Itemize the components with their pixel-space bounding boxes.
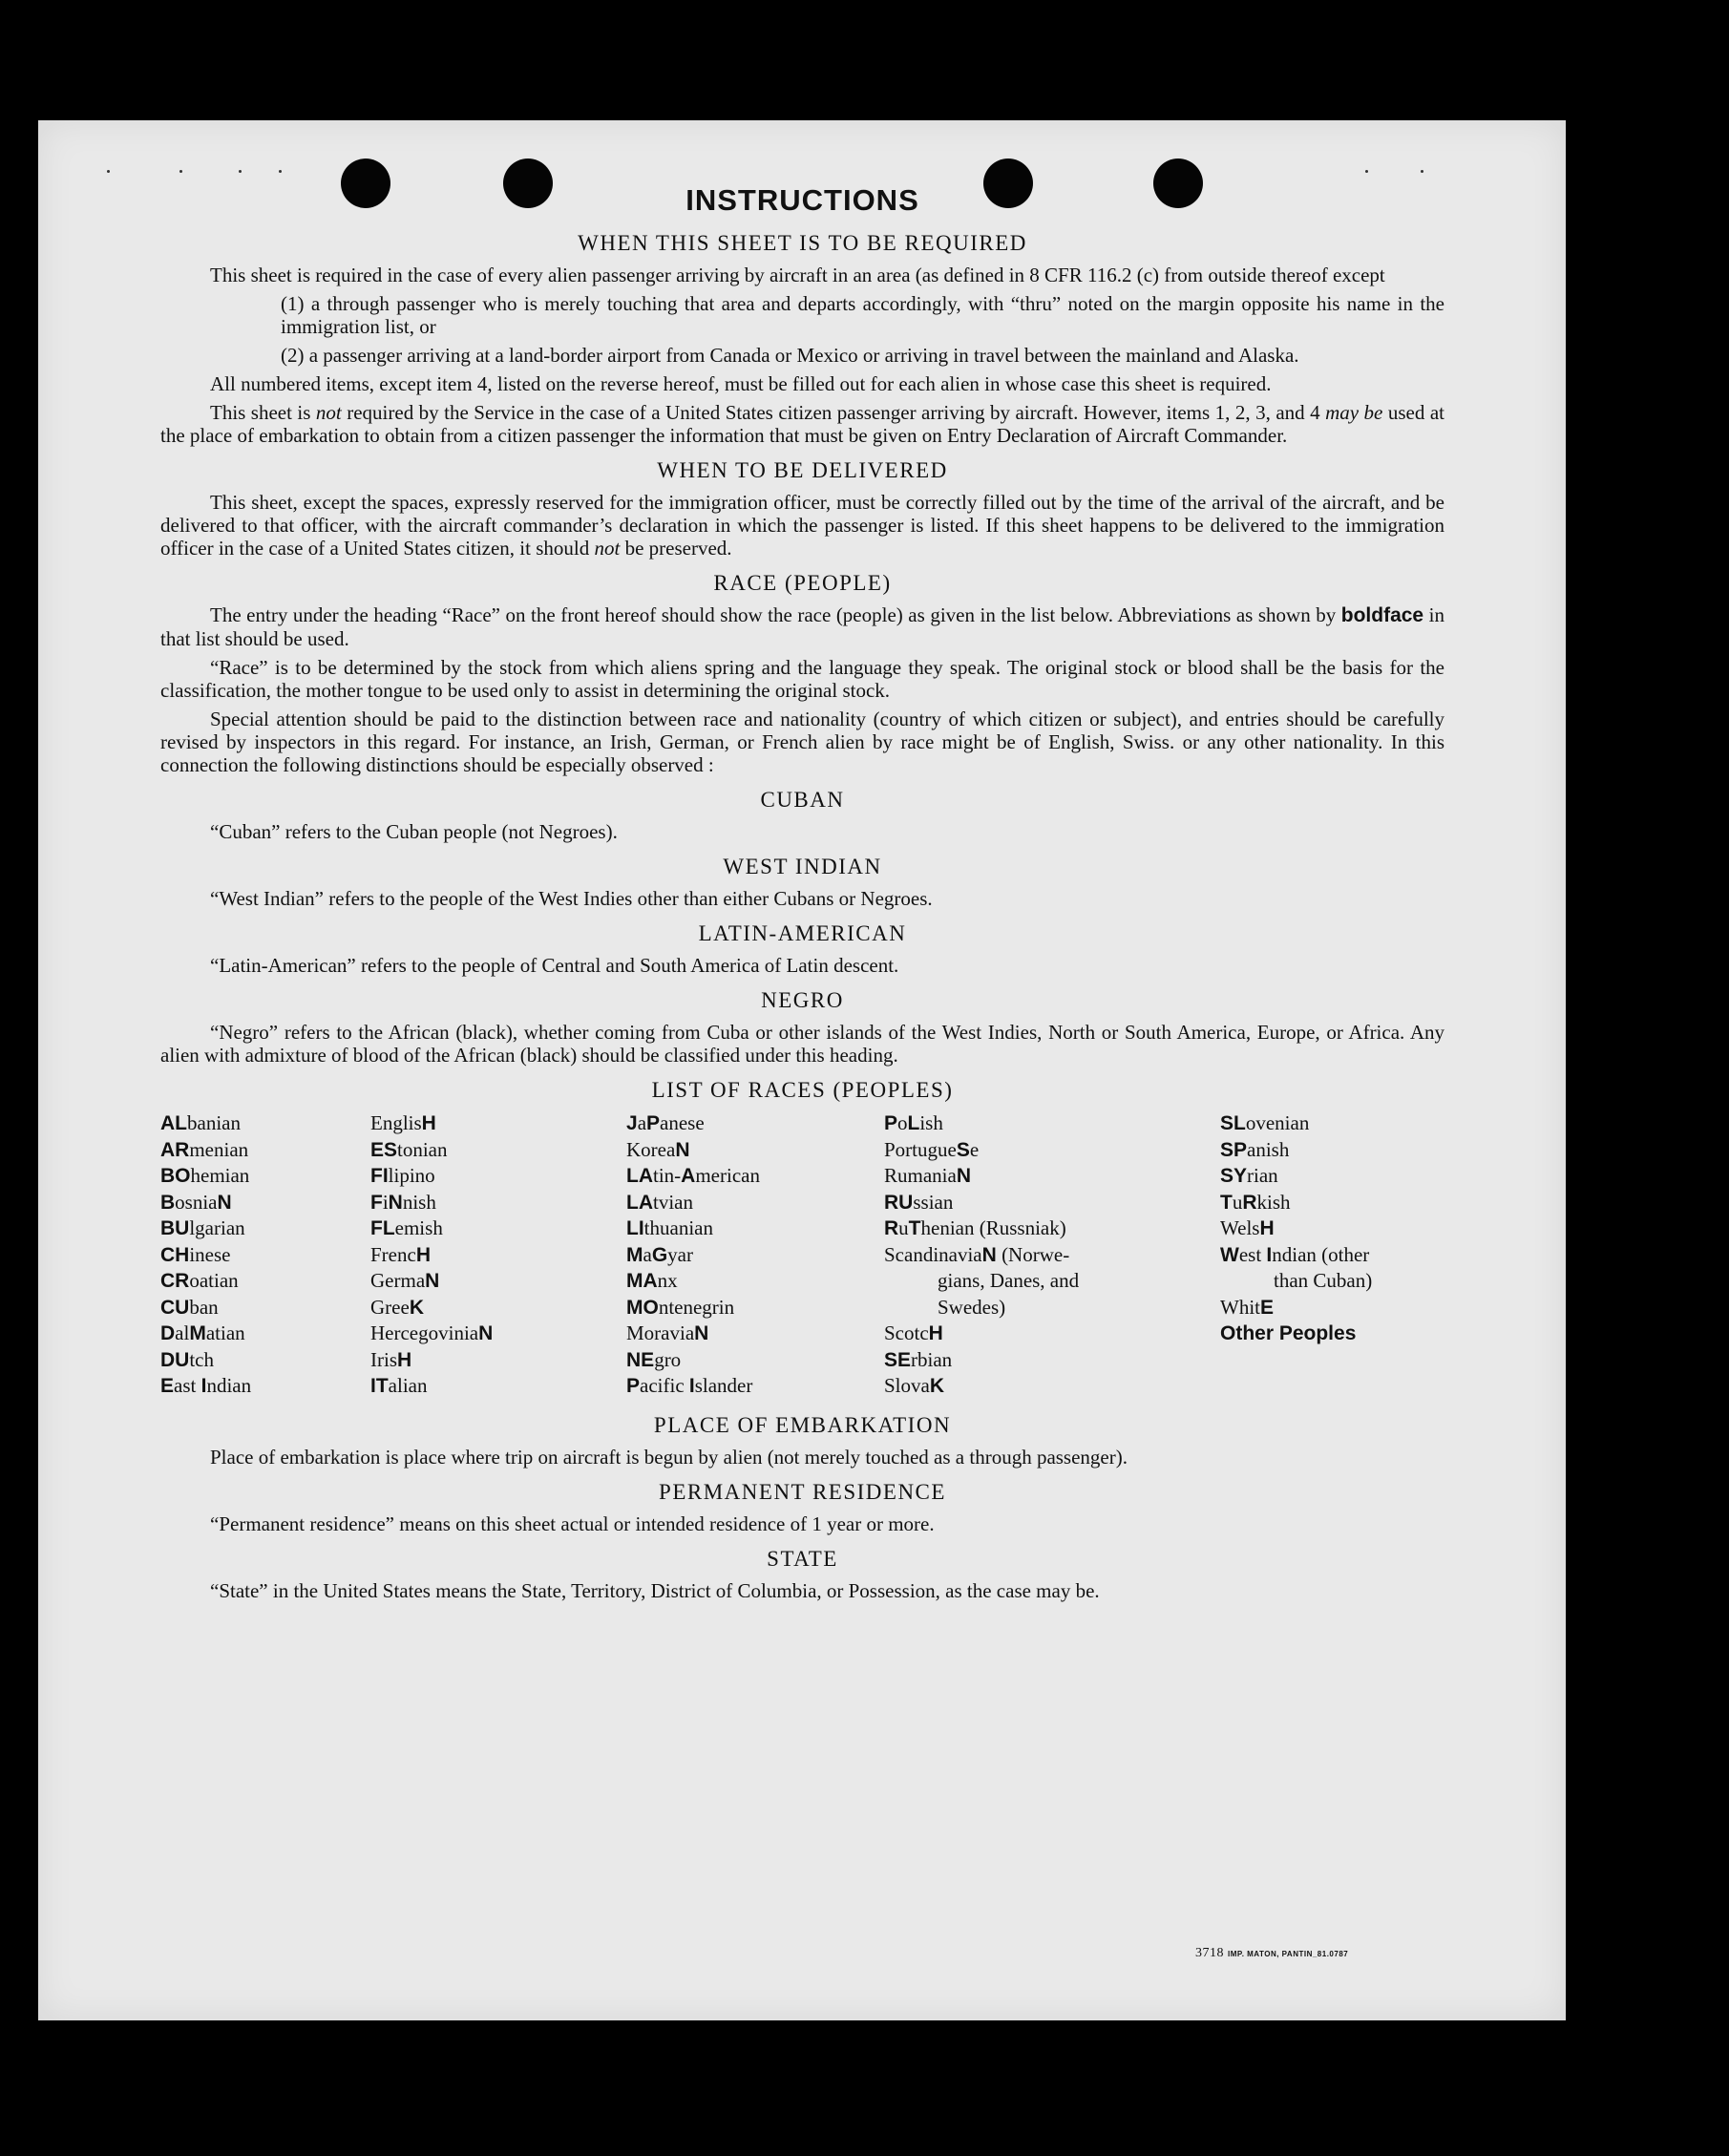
race-abbreviation: H bbox=[1259, 1217, 1275, 1239]
race-text: rbian bbox=[911, 1347, 953, 1371]
race-text: Moravia bbox=[626, 1321, 695, 1344]
paragraph: This sheet is required in the case of every alien passenger arriving by aircraft in an area (as defined in 8 CFR 116.2 (c) from outside thereof except bbox=[210, 264, 1385, 286]
paragraph: “Race” is to be determined by the stock from which aliens spring and the language they speak. The original stock or blood shall be the basis for the classification, the mother tongue to be used only to assist in determining the original stock. bbox=[160, 656, 1444, 702]
race-entry bbox=[1220, 1295, 1372, 1321]
race-text: Germa bbox=[370, 1269, 426, 1292]
race-abbreviation: MA bbox=[626, 1270, 658, 1292]
race-entry bbox=[370, 1215, 493, 1242]
race-entry bbox=[370, 1110, 493, 1137]
race-entry bbox=[884, 1190, 1079, 1216]
race-text: ssian bbox=[913, 1190, 954, 1214]
race-text: Iris bbox=[370, 1347, 397, 1371]
race-entry bbox=[1220, 1268, 1372, 1295]
race-entry bbox=[160, 1347, 251, 1374]
race-abbreviation: P bbox=[626, 1375, 641, 1397]
race-entry bbox=[884, 1137, 1079, 1164]
race-text: Hercegovinia bbox=[370, 1321, 479, 1344]
races-column-1 bbox=[160, 1110, 251, 1400]
race-text: slander bbox=[694, 1374, 753, 1397]
race-entry bbox=[160, 1295, 251, 1321]
race-abbreviation: G bbox=[651, 1243, 668, 1266]
race-abbreviation: N bbox=[388, 1191, 403, 1214]
race-entry bbox=[370, 1373, 493, 1400]
race-text: rian bbox=[1247, 1164, 1278, 1187]
race-abbreviation: SE bbox=[884, 1348, 912, 1371]
race-text: yar bbox=[667, 1242, 693, 1266]
race-abbreviation: R bbox=[1242, 1191, 1257, 1214]
speck bbox=[239, 170, 242, 173]
race-abbreviation: IT bbox=[370, 1375, 389, 1397]
race-text: u bbox=[898, 1216, 909, 1239]
race-abbreviation: W bbox=[1220, 1243, 1239, 1266]
race-abbreviation: AL bbox=[160, 1112, 187, 1134]
race-abbreviation: L bbox=[907, 1112, 920, 1134]
race-text: Gree bbox=[370, 1295, 410, 1319]
heading-embarkation: PLACE OF EMBARKATION bbox=[653, 1413, 952, 1437]
race-text: lgarian bbox=[189, 1216, 245, 1239]
race-entry bbox=[1220, 1110, 1372, 1137]
race-abbreviation: A bbox=[681, 1165, 696, 1187]
instructions-content bbox=[160, 178, 1444, 1608]
race-abbreviation: M bbox=[189, 1322, 206, 1344]
race-abbreviation: K bbox=[929, 1375, 945, 1397]
race-entry bbox=[370, 1137, 493, 1164]
race-text: e bbox=[969, 1137, 980, 1161]
heading-permanent-residence: PERMANENT RESIDENCE bbox=[659, 1480, 946, 1504]
race-abbreviation: T bbox=[908, 1217, 921, 1239]
race-abbreviation: CH bbox=[160, 1243, 190, 1266]
race-abbreviation: MO bbox=[626, 1296, 659, 1319]
race-text: ish bbox=[919, 1111, 943, 1134]
heading-cuban: CUBAN bbox=[760, 788, 845, 812]
heading-when-delivered: WHEN TO BE DELIVERED bbox=[657, 458, 948, 482]
race-entry bbox=[626, 1163, 760, 1190]
race-entry bbox=[626, 1347, 760, 1374]
race-abbreviation: NE bbox=[626, 1348, 655, 1371]
race-abbreviation: LA bbox=[626, 1191, 653, 1214]
races-column-5 bbox=[1220, 1110, 1372, 1347]
race-text: a bbox=[637, 1111, 647, 1134]
race-abbreviation: H bbox=[397, 1348, 412, 1371]
race-text: acific bbox=[640, 1374, 689, 1397]
race-text: ast bbox=[174, 1374, 201, 1397]
race-text: Korea bbox=[626, 1137, 676, 1161]
race-text: gro bbox=[654, 1347, 682, 1371]
race-abbreviation: H bbox=[415, 1243, 431, 1266]
race-text: Portugue bbox=[884, 1137, 957, 1161]
race-text: tonian bbox=[397, 1137, 448, 1161]
speck bbox=[107, 170, 110, 173]
race-text: kish bbox=[1256, 1190, 1291, 1214]
race-entry bbox=[160, 1163, 251, 1190]
race-text: Frenc bbox=[370, 1242, 416, 1266]
paragraph: All numbered items, except item 4, listed on the reverse hereof, must be filled out for each alien in whose case this sheet is required. bbox=[210, 372, 1272, 395]
race-entry bbox=[626, 1137, 760, 1164]
race-text: a bbox=[643, 1242, 652, 1266]
race-entry bbox=[370, 1321, 493, 1347]
heading-latin-american: LATIN-AMERICAN bbox=[698, 921, 907, 945]
race-text: osnia bbox=[175, 1190, 218, 1214]
race-abbreviation: CU bbox=[160, 1296, 190, 1319]
race-abbreviation: N bbox=[425, 1270, 440, 1292]
race-entry bbox=[370, 1268, 493, 1295]
race-text: ntenegrin bbox=[658, 1295, 735, 1319]
heading-when-required: WHEN THIS SHEET IS TO BE REQUIRED bbox=[578, 231, 1027, 255]
race-abbreviation: BO bbox=[160, 1165, 191, 1187]
race-entry bbox=[370, 1190, 493, 1216]
race-abbreviation: SP bbox=[1220, 1138, 1248, 1161]
race-entry bbox=[626, 1268, 760, 1295]
printer-imprint bbox=[1195, 1946, 1348, 1961]
race-text: merican bbox=[695, 1164, 760, 1187]
paragraph: “State” in the United States means the State, Territory, District of Columbia, or Possession, as the case may be. bbox=[210, 1579, 1100, 1602]
race-abbreviation: H bbox=[421, 1112, 436, 1134]
race-entry bbox=[160, 1321, 251, 1347]
race-abbreviation: S bbox=[956, 1138, 970, 1161]
race-text: Scotc bbox=[884, 1321, 929, 1344]
race-text: o bbox=[897, 1111, 908, 1134]
exception-item-1: (1) a through passenger who is merely touching that area and departs accordingly, with “thru” noted on the margin opposite his name in the immigration list, or bbox=[281, 292, 1444, 338]
speck bbox=[179, 170, 182, 173]
race-entry bbox=[626, 1190, 760, 1216]
paragraph: This sheet, except the spaces, expressly reserved for the immigration officer, must be correctly filled out by the time of the arrival of the aircraft, and be delivered to that officer, with the aircraft commander’s declaration in which the passenger is listed. If this sheet happens to be delivered to the immigration officer in the case of a United States citizen, it should not be preserved. bbox=[160, 491, 1444, 560]
race-entry bbox=[160, 1215, 251, 1242]
race-entry bbox=[160, 1110, 251, 1137]
race-entry bbox=[626, 1215, 760, 1242]
heading-state: STATE bbox=[767, 1547, 838, 1571]
race-text: est bbox=[1238, 1242, 1267, 1266]
paragraph: “West Indian” refers to the people of the West Indies other than either Cubans or Negroes. bbox=[210, 887, 933, 910]
race-abbreviation: ES bbox=[370, 1138, 398, 1161]
race-abbreviation: AR bbox=[160, 1138, 190, 1161]
race-text: Wels bbox=[1220, 1216, 1260, 1239]
race-abbreviation: H bbox=[928, 1322, 943, 1344]
race-abbreviation: DU bbox=[160, 1348, 190, 1371]
race-abbreviation: LI bbox=[626, 1217, 644, 1239]
race-abbreviation: FI bbox=[370, 1165, 389, 1187]
race-text: Swedes) bbox=[938, 1295, 1006, 1319]
race-abbreviation: M bbox=[626, 1243, 643, 1266]
race-entry bbox=[1220, 1321, 1372, 1347]
race-abbreviation: D bbox=[160, 1322, 176, 1344]
race-entry bbox=[1220, 1215, 1372, 1242]
race-entry bbox=[626, 1373, 760, 1400]
race-text: alian bbox=[388, 1374, 428, 1397]
race-entry bbox=[626, 1110, 760, 1137]
race-text: banian bbox=[187, 1111, 241, 1134]
race-entry bbox=[884, 1242, 1079, 1269]
race-text: u bbox=[1232, 1190, 1243, 1214]
race-entry bbox=[1220, 1190, 1372, 1216]
race-abbreviation: P bbox=[884, 1112, 898, 1134]
page-title: INSTRUCTIONS bbox=[685, 183, 919, 217]
heading-negro: NEGRO bbox=[761, 988, 844, 1012]
paragraph: This sheet is not required by the Service in the case of a United States citizen passenger arriving by aircraft. However, items 1, 2, 3, and 4 may be used at the place of embarkation to obtain from a citizen passenger the information that must be given on Entry Declaration of Aircraft Commander. bbox=[160, 401, 1444, 447]
race-text: hemian bbox=[190, 1164, 250, 1187]
race-entry bbox=[884, 1268, 1079, 1295]
form-number: 3718 bbox=[1195, 1946, 1224, 1960]
race-abbreviation: E bbox=[1260, 1296, 1275, 1319]
race-text: menian bbox=[189, 1137, 249, 1161]
race-entry bbox=[160, 1137, 251, 1164]
race-abbreviation: T bbox=[1220, 1191, 1233, 1214]
paragraph: “Permanent residence” means on this sheet actual or intended residence of 1 year or more. bbox=[210, 1512, 935, 1535]
race-entry bbox=[626, 1321, 760, 1347]
race-entry bbox=[1220, 1137, 1372, 1164]
heading-list-of-races: LIST OF RACES (PEOPLES) bbox=[651, 1078, 954, 1102]
race-entry bbox=[370, 1347, 493, 1374]
race-abbreviation: I bbox=[200, 1375, 207, 1397]
race-text: tin- bbox=[653, 1164, 682, 1187]
paragraph: The entry under the heading “Race” on the front hereof should show the race (people) as given in the list below. Abbreviations as shown by boldface in that list should be used. bbox=[160, 603, 1444, 650]
race-abbreviation: CR bbox=[160, 1270, 190, 1292]
race-abbreviation: J bbox=[626, 1112, 638, 1134]
race-text: nish bbox=[402, 1190, 436, 1214]
race-abbreviation: I bbox=[1266, 1243, 1273, 1266]
race-entry bbox=[1220, 1242, 1372, 1269]
exception-item-2: (2) a passenger arriving at a land-border airport from Canada or Mexico or arriving in travel between the mainland and Alaska. bbox=[281, 344, 1299, 367]
paragraph: “Cuban” refers to the Cuban people (not Negroes). bbox=[210, 820, 618, 843]
race-abbreviation: B bbox=[160, 1191, 176, 1214]
paragraph: Place of embarkation is place where trip on aircraft is begun by alien (not merely touched as a through passenger). bbox=[210, 1446, 1128, 1469]
race-abbreviation: LA bbox=[626, 1165, 653, 1187]
race-text: i bbox=[382, 1190, 389, 1214]
race-entry bbox=[884, 1215, 1079, 1242]
race-text: ndian (other bbox=[1272, 1242, 1370, 1266]
race-text: Rumania bbox=[884, 1164, 957, 1187]
race-text: than Cuban) bbox=[1274, 1269, 1373, 1292]
race-text: atian bbox=[205, 1321, 245, 1344]
race-abbreviation: E bbox=[160, 1375, 175, 1397]
race-abbreviation: N bbox=[956, 1165, 971, 1187]
race-text: tch bbox=[189, 1347, 214, 1371]
heading-race: RACE (PEOPLE) bbox=[713, 571, 892, 595]
race-abbreviation: BU bbox=[160, 1217, 190, 1239]
race-abbreviation: N bbox=[478, 1322, 494, 1344]
race-text: ban bbox=[189, 1295, 219, 1319]
race-text: anese bbox=[660, 1111, 705, 1134]
race-abbreviation: SL bbox=[1220, 1112, 1246, 1134]
race-text: Slova bbox=[884, 1374, 930, 1397]
race-text: Whit bbox=[1220, 1295, 1260, 1319]
race-text: ovenian bbox=[1245, 1111, 1310, 1134]
race-abbreviation: I bbox=[688, 1375, 695, 1397]
race-text: henian (Russniak) bbox=[920, 1216, 1066, 1239]
race-abbreviation: N bbox=[675, 1138, 690, 1161]
race-entry bbox=[884, 1163, 1079, 1190]
race-text: thuanian bbox=[643, 1216, 713, 1239]
races-column-3 bbox=[626, 1110, 760, 1400]
speck bbox=[1365, 170, 1368, 173]
paragraph: “Negro” refers to the African (black), whether coming from Cuba or other islands of the West Indies, North or South America, Europe, or Africa. Any alien with admixture of blood of the African (black) should be classified under this heading. bbox=[160, 1021, 1444, 1067]
race-text: anish bbox=[1247, 1137, 1290, 1161]
race-entry bbox=[160, 1373, 251, 1400]
race-entry bbox=[884, 1321, 1079, 1347]
race-abbreviation: N bbox=[217, 1191, 232, 1214]
race-text: ndian bbox=[206, 1374, 252, 1397]
race-entry bbox=[1220, 1163, 1372, 1190]
race-entry bbox=[884, 1110, 1079, 1137]
race-text: tvian bbox=[653, 1190, 693, 1214]
race-entry bbox=[626, 1295, 760, 1321]
race-entry bbox=[160, 1190, 251, 1216]
race-entry bbox=[370, 1242, 493, 1269]
race-abbreviation: K bbox=[409, 1296, 424, 1319]
race-abbreviation: RU bbox=[884, 1191, 914, 1214]
heading-west-indian: WEST INDIAN bbox=[723, 855, 882, 878]
race-text: Englis bbox=[370, 1111, 422, 1134]
race-text: inese bbox=[189, 1242, 231, 1266]
races-column-4 bbox=[884, 1110, 1079, 1400]
race-entry bbox=[884, 1295, 1079, 1321]
race-abbreviation: SY bbox=[1220, 1165, 1248, 1187]
race-text: al bbox=[175, 1321, 190, 1344]
race-text: gians, Danes, and bbox=[938, 1269, 1080, 1292]
race-abbreviation: F bbox=[370, 1191, 383, 1214]
race-abbreviation: Other Peoples bbox=[1220, 1322, 1357, 1344]
race-text: Scandinavia bbox=[884, 1242, 982, 1266]
race-abbreviation: N bbox=[981, 1243, 997, 1266]
speck bbox=[1421, 170, 1423, 173]
race-text: (Norwe- bbox=[996, 1242, 1070, 1266]
race-abbreviation: R bbox=[884, 1217, 899, 1239]
race-text: nx bbox=[657, 1269, 678, 1292]
race-entry bbox=[370, 1295, 493, 1321]
race-entry bbox=[626, 1242, 760, 1269]
paragraph: “Latin-American” refers to the people of Central and South America of Latin descent. bbox=[210, 954, 899, 977]
race-entry bbox=[370, 1163, 493, 1190]
race-text: lipino bbox=[388, 1164, 435, 1187]
speck bbox=[279, 170, 282, 173]
race-entry bbox=[160, 1268, 251, 1295]
races-list bbox=[160, 1110, 1444, 1402]
race-text: oatian bbox=[189, 1269, 239, 1292]
races-column-2 bbox=[370, 1110, 493, 1400]
race-abbreviation: N bbox=[694, 1322, 709, 1344]
printer-name: IMP. MATON, PANTIN_81.0787 bbox=[1228, 1950, 1349, 1958]
race-abbreviation: P bbox=[646, 1112, 661, 1134]
paragraph: Special attention should be paid to the distinction between race and nationality (country of which citizen or subject), and entries should be carefully revised by inspectors in this regard. For instance, an Irish, German, or French alien by race might be of English, Swiss. or any other nationality. In this connection the following distinctions should be especially observed : bbox=[160, 708, 1444, 776]
race-abbreviation: FL bbox=[370, 1217, 395, 1239]
race-entry bbox=[884, 1347, 1079, 1374]
race-entry bbox=[884, 1373, 1079, 1400]
race-text: emish bbox=[394, 1216, 443, 1239]
instruction-sheet bbox=[38, 120, 1566, 2020]
race-entry bbox=[160, 1242, 251, 1269]
